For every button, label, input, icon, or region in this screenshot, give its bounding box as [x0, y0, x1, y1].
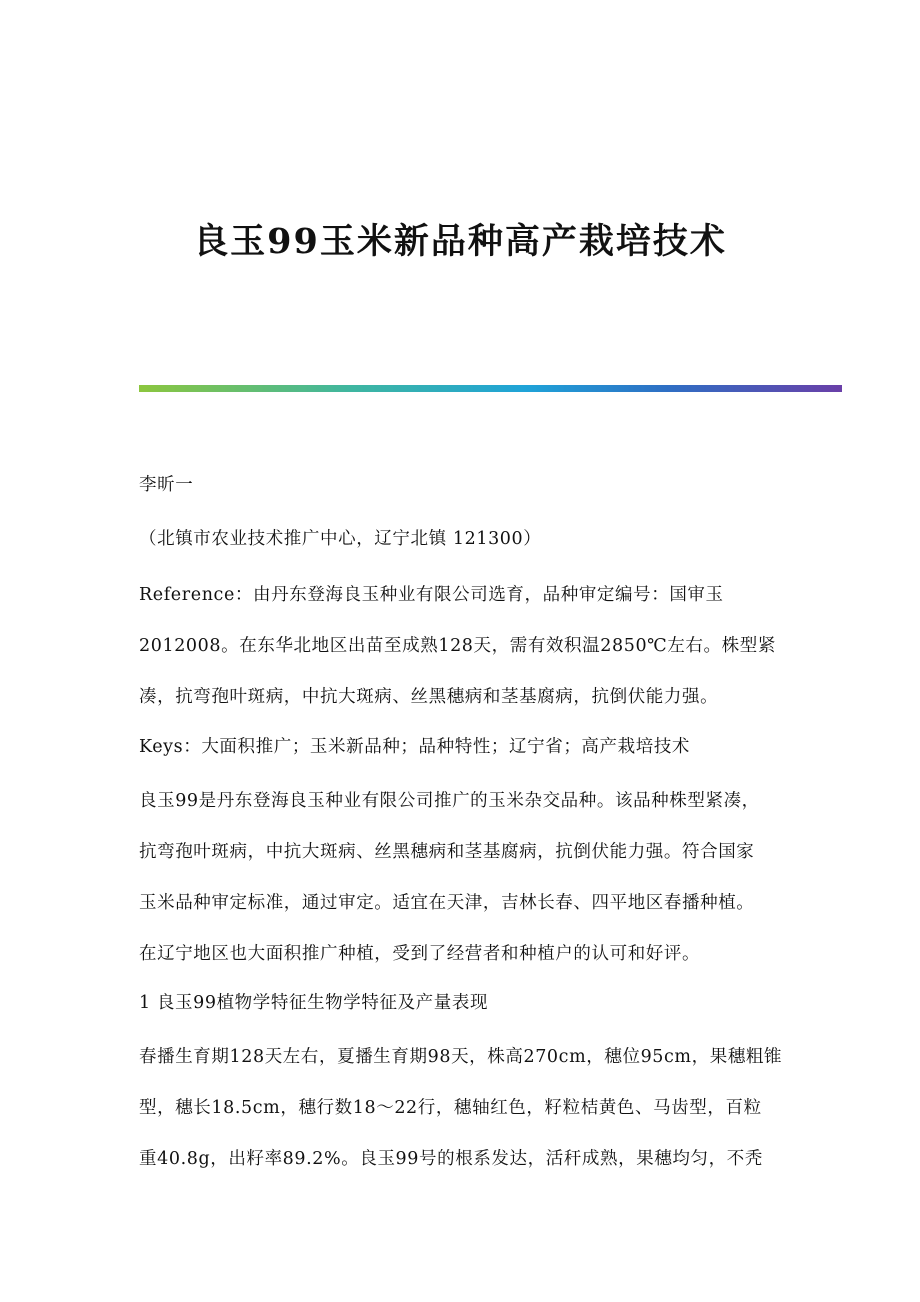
reference-line: 凑，抗弯孢叶斑病，中抗大斑病、丝黑穗病和茎基腐病，抗倒伏能力强。 — [139, 687, 719, 707]
keywords-line: Keys：大面积推广；玉米新品种；品种特性；辽宁省；高产栽培技术 — [139, 737, 691, 757]
intro-line: 抗弯孢叶斑病，中抗大斑病、丝黑穗病和茎基腐病，抗倒伏能力强。符合国家 — [139, 842, 755, 862]
reference-line: Reference：由丹东登海良玉种业有限公司选育，品种审定编号：国审玉 — [139, 585, 724, 605]
section-line: 春播生育期128天左右，夏播生育期98天，株高270cm，穗位95cm，果穗粗锥 — [139, 1047, 783, 1067]
reference-paragraph — [139, 578, 789, 731]
author-affiliation: （北镇市农业技术推广中心，辽宁北镇 121300） — [139, 529, 542, 549]
section-paragraph — [139, 1040, 789, 1193]
reference-line: 2012008。在东华北地区出苗至成熟128天，需有效积温2850℃左右。株型紧 — [139, 636, 776, 656]
author-name: 李昕一 — [139, 475, 194, 495]
section-heading: 1 良玉99植物学特征生物学特征及产量表现 — [139, 993, 489, 1013]
intro-line: 玉米品种审定标准，通过审定。适宜在天津，吉林长春、四平地区春播种植。 — [139, 893, 755, 913]
intro-paragraph — [139, 784, 789, 988]
title-divider — [139, 385, 842, 392]
section-line: 重40.8g，出籽率89.2%。良玉99号的根系发达，活秆成熟，果穗均匀，不秃 — [139, 1149, 763, 1169]
intro-line: 在辽宁地区也大面积推广种植，受到了经营者和种植户的认可和好评。 — [139, 944, 701, 964]
section-line: 型，穗长18.5cm，穗行数18～22行，穗轴红色，籽粒桔黄色、马齿型，百粒 — [139, 1098, 762, 1118]
intro-line: 良玉99是丹东登海良玉种业有限公司推广的玉米杂交品种。该品种株型紧凑， — [139, 791, 760, 811]
document-title: 良玉99玉米新品种高产栽培技术 — [193, 221, 727, 262]
